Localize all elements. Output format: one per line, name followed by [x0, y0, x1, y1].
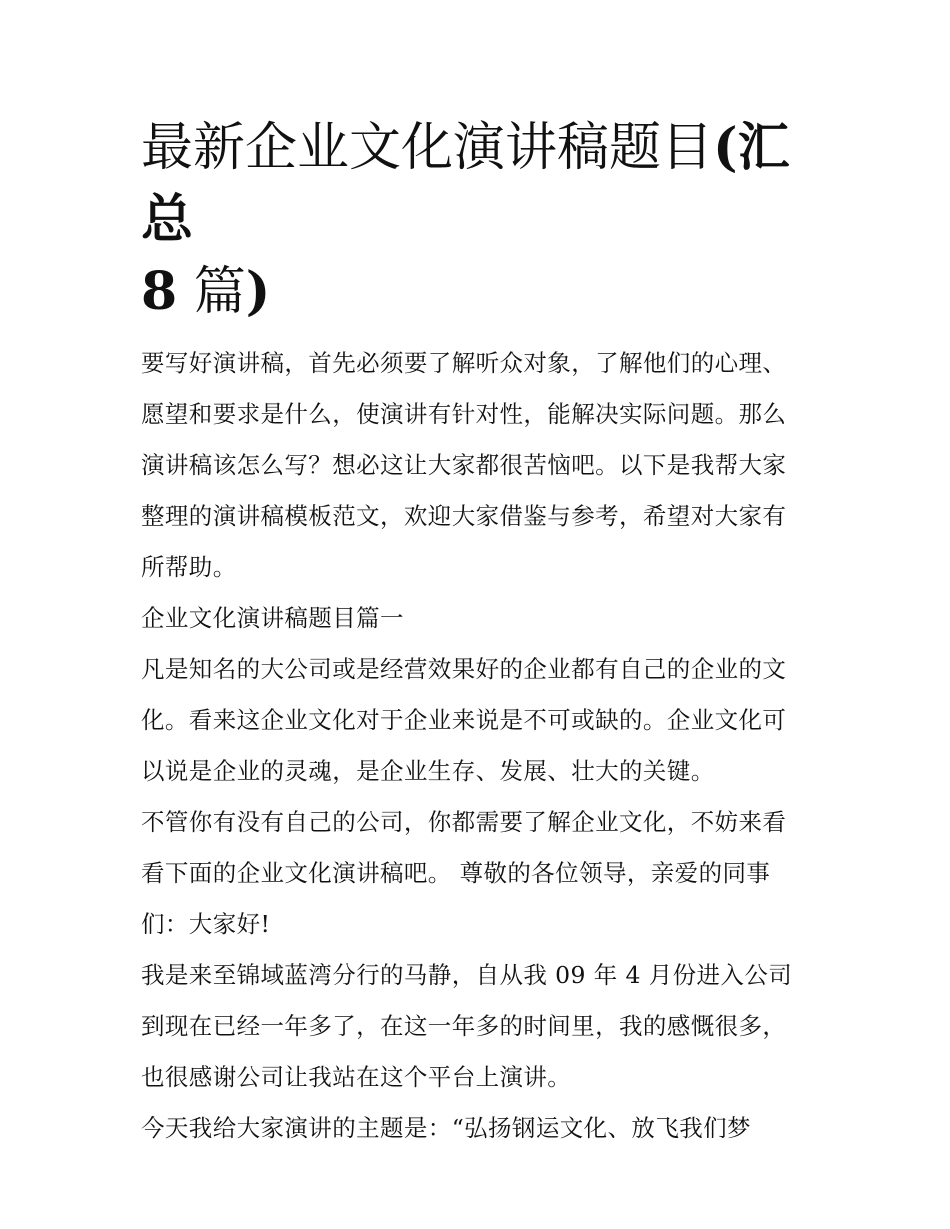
text-line: 到现在已经一年多了，在这一年多的时间里，我的感慨很多， — [141, 1012, 787, 1040]
title-count: 8 — [141, 261, 178, 322]
text-line: 化。看来这企业文化对于企业来说是不可或缺的。企业文化可 — [141, 706, 787, 734]
text-line: 凡是知名的大公司或是经营效果好的企业都有自己的企业的文 — [141, 655, 787, 683]
title-close: ) — [245, 261, 271, 322]
document-body — [141, 338, 813, 1154]
text-line: 演讲稿该怎么写？想必这让大家都很苦恼吧。以下是我帮大家 — [141, 451, 787, 479]
text-line: 今天我给大家演讲的主题是：“弘扬钢运文化、放飞我们梦 — [141, 1114, 751, 1142]
text-line: 整理的演讲稿模板范文，欢迎大家借鉴与参考，希望对大家有 — [141, 502, 787, 530]
text-line: 所帮助。 — [141, 553, 237, 581]
title-unit: 篇 — [193, 262, 246, 322]
text-line: 看下面的企业文化演讲稿吧。 尊敬的各位领导，亲爱的同事 — [141, 859, 771, 887]
text-line: 不管你有没有自己的公司，你都需要了解企业文化，不妨来看 — [141, 808, 787, 836]
text-line: 以说是企业的灵魂，是企业生存、发展、壮大的关键。 — [141, 757, 715, 785]
text-line: 也很感谢公司让我站在这个平台上演讲。 — [141, 1063, 572, 1091]
text-line: 愿望和要求是什么，使演讲有针对性，能解决实际问题。那么 — [141, 400, 787, 428]
text-line: 我是来至锦域蓝湾分行的马静，自从我 09 年 4 月份进入公司 — [141, 961, 793, 989]
document-content — [141, 112, 813, 1154]
text-line: 要写好演讲稿，首先必须要了解听众对象，了解他们的心理、 — [141, 349, 787, 377]
section-heading: 企业文化演讲稿题目篇一 — [141, 604, 404, 632]
title-main: 最新企业文化演讲稿题目 — [141, 118, 714, 178]
text-line: 们：大家好! — [141, 910, 271, 938]
title-paren: (汇总 — [141, 117, 790, 250]
document-title — [141, 112, 813, 328]
